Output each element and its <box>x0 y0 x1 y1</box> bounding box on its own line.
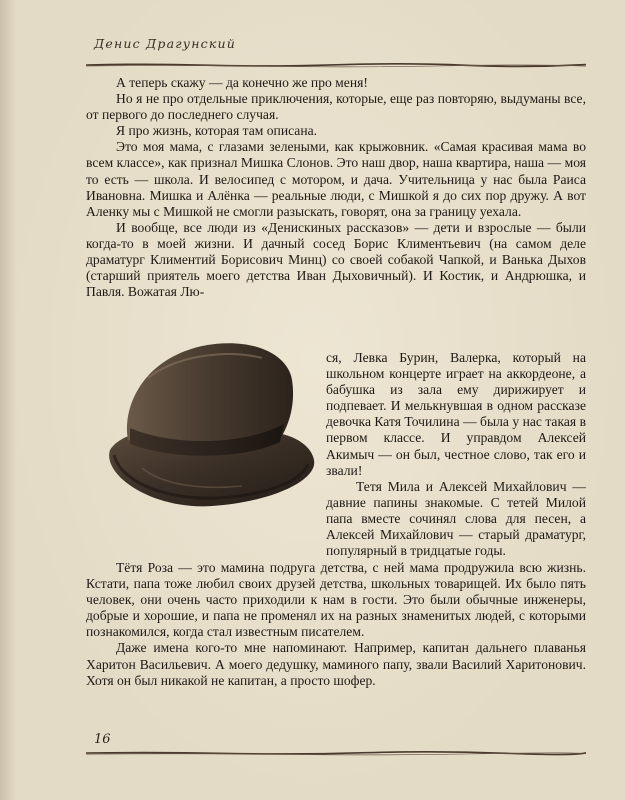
paragraph: Это моя мама, с глазами зелеными, как крыжовник. «Самая красивая мама во всем классе», как признал Мишка Слонов. Это наш двор, наша квартира, наша — моя то есть — школа. И велосипед с мотором, и дача. Учительница у нас была Раиса Ивановна. Мишка и Алёнка — реальные люди, с Мишкой я до сих пор дружу. А вот Аленку мы с Мишкой не смогли разыскать, говорят, она за границу уехала. <box>86 139 586 219</box>
running-head: Денис Драгунский <box>94 36 237 51</box>
paragraph: Тётя Роза — это мамина подруга детства, с ней мама продружила всю жизнь. Кстати, папа тоже любил своих друзей детства, школьных товарищей. Их было пять человек, они очень часто приходили к нам в гости. Это были обычные инженеры, добрые и хорошие, и папа не променял их на разных знаменитых людей, с которыми познакомился, когда стал известным писателем. <box>86 560 586 640</box>
paragraph: Тетя Мила и Алексей Михайлович — давние папины знакомые. С тетей Милой папа вместе сочинял слова для песен, а Алексей Михайлович — старый драматург, популярный в тридцатые годы. <box>326 478 586 559</box>
paragraph: А теперь скажу — да конечно же про меня! <box>116 75 368 90</box>
paragraph: Я про жизнь, которая там описана. <box>116 123 318 139</box>
text-block-bottom <box>86 560 586 689</box>
footer-rule <box>86 750 586 756</box>
page-gutter-shadow <box>0 0 16 800</box>
paragraph: ся, Левка Бурин, Валерка, который на школьном концерте играет на аккордеоне, а бабушка из зала ему дирижирует и подпевает. И мелькнувшая в одном рассказе девочка Катя Точилина — была у нас такая в первом классе. И управдом Алексей Акимыч — он был, честное слово, так его и звали! <box>326 350 586 478</box>
paragraph: Но я не про отдельные приключения, которые, еще раз повторяю, выдуманы все, от первого до последнего случая. <box>86 91 586 123</box>
text-block-top <box>86 75 586 300</box>
header-rule <box>86 62 586 68</box>
paragraph: Даже имена кого-то мне напоминают. Например, капитан дальнего плаванья Харитон Васильевич. А моего дедушку, маминого папу, звали Василий Харитонович. Хотя он был никакой не капитан, а просто шофер. <box>86 640 586 688</box>
paragraph: И вообще, все люди из «Денискиных рассказов» — дети и взрослые — были когда-то в моей жизни. И дачный сосед Борис Климентьевич (на самом деле драматург Климентий Борисович Минц) со своей собакой Чапкой, и Ванька Дыхов (старший приятель моего детства Иван Дыховичный). И Костик, и Андрюшка, и Павля. Вожатая Лю- <box>86 219 586 300</box>
page-number: 16 <box>94 732 111 747</box>
hat-illustration <box>92 300 324 532</box>
text-block-wrap <box>326 350 586 559</box>
